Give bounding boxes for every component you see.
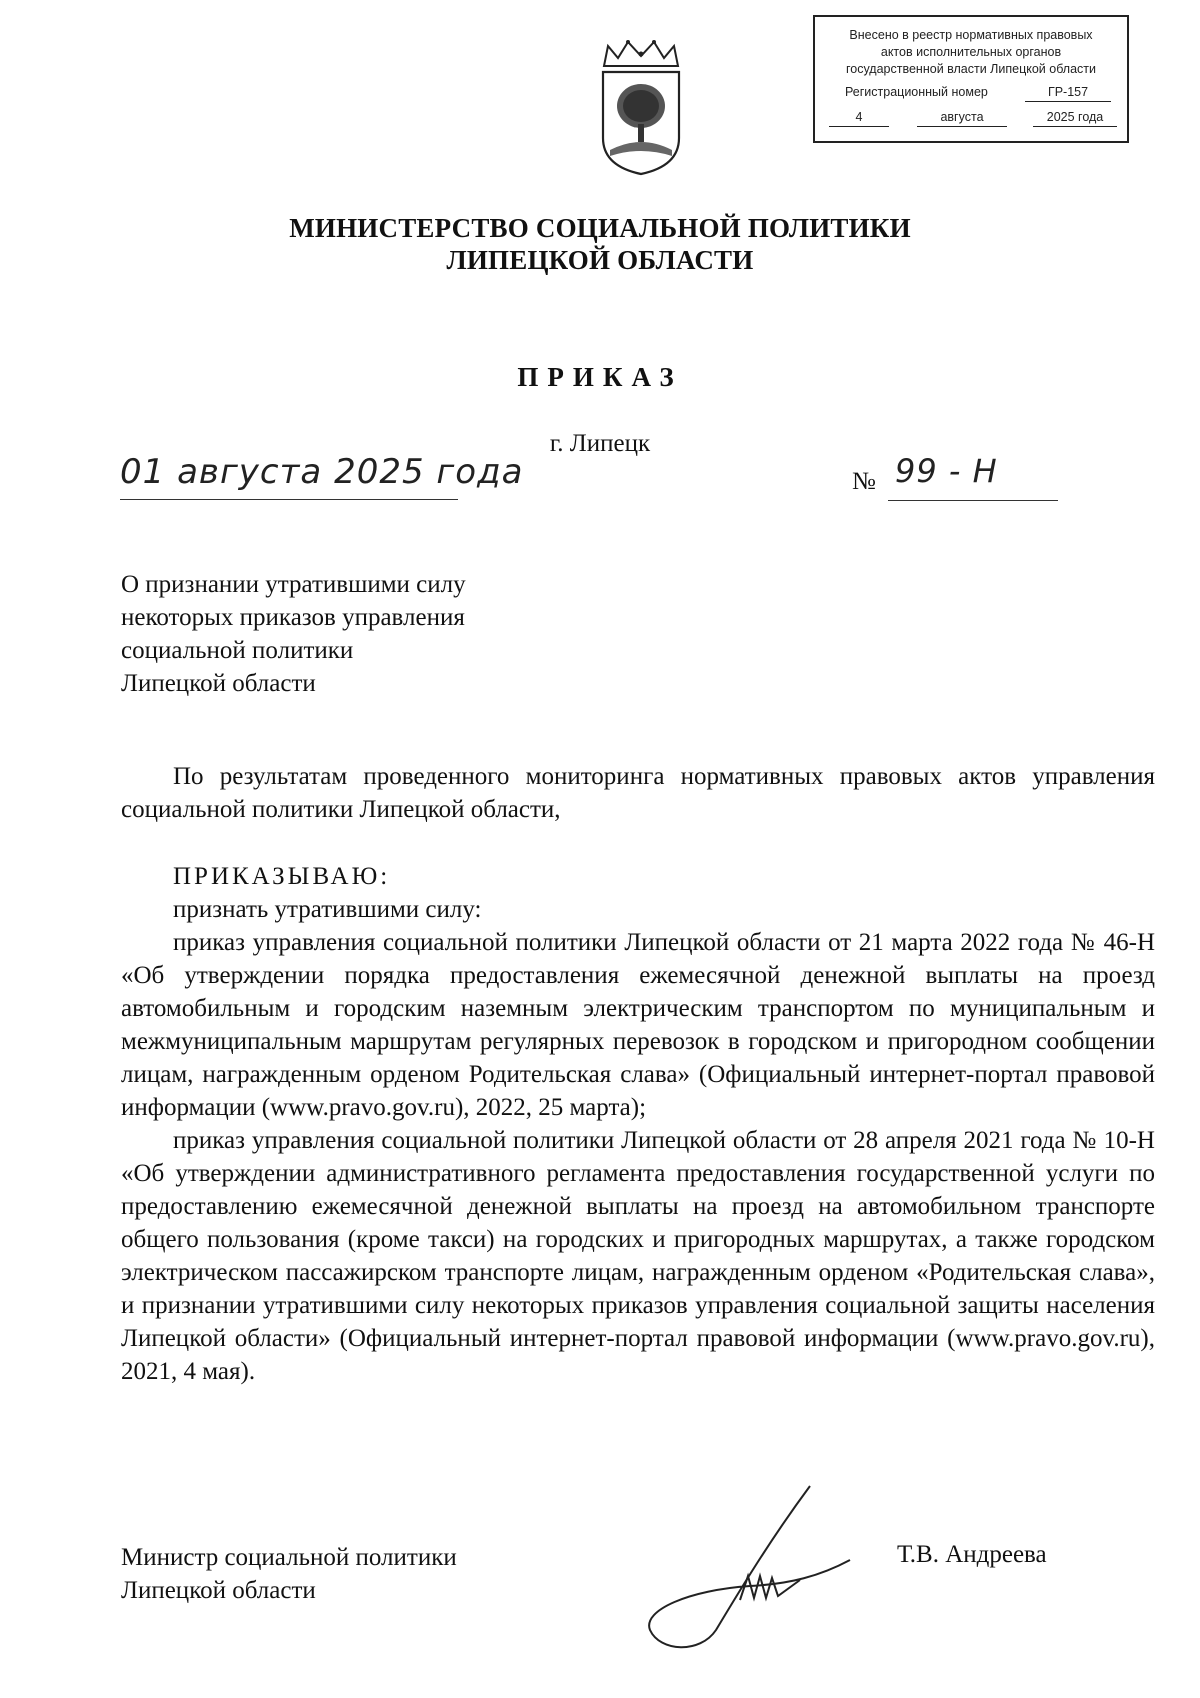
ministry-title-line-1: МИНИСТЕРСТВО СОЦИАЛЬНОЙ ПОЛИТИКИ: [289, 213, 911, 243]
decree-block: [121, 860, 1155, 1388]
city: г. Липецк: [549, 430, 651, 457]
document-date: 01 августа 2025 года: [120, 452, 524, 492]
ministry-title: [0, 212, 1200, 276]
stamp-year: 2025 года: [1033, 109, 1117, 127]
number-label: №: [852, 468, 876, 495]
stamp-reg-number: ГР-157: [1025, 84, 1111, 102]
document-type: ПРИКАЗ: [517, 362, 683, 392]
document-subject: [121, 568, 571, 700]
decree-item-1: приказ управления социальной политики Липецкой области от 21 марта 2022 года № 46-Н «Об утверждении порядка предоставления ежемесячной денежной выплаты на проезд автомобильным и городским наземным электрическим транспортом по муниципальным и межмуниципальным маршрутам регулярных перевозок в городском и пригородном сообщении лицам, награжденным орденом Родительская слава» (Официальный интернет-портал правовой информации (www.pravo.gov.ru), 2022, 25 марта);: [121, 929, 1155, 1121]
decree-lead: признать утратившими силу:: [173, 896, 482, 923]
subject-line-4: Липецкой области: [121, 670, 316, 697]
stamp-reg-label: Регистрационный номер: [845, 85, 988, 99]
intro-paragraph: [121, 760, 1155, 826]
subject-line-3: социальной политики: [121, 637, 354, 664]
intro-text: По результатам проведенного мониторинга нормативных правовых актов управления социальной политики Липецкой области,: [121, 763, 1155, 823]
ministry-title-line-2: ЛИПЕЦКОЙ ОБЛАСТИ: [446, 245, 754, 275]
handwritten-signature: [620, 1480, 880, 1660]
decree-word: ПРИКАЗЫВАЮ:: [173, 863, 391, 890]
document-number: 99 - Н: [895, 452, 998, 490]
signatory-position: [121, 1541, 457, 1607]
position-line-2: Липецкой области: [121, 1577, 316, 1604]
subject-line-1: О признании утратившими силу: [121, 571, 466, 598]
registry-stamp: [813, 15, 1129, 143]
number-underline: [888, 500, 1058, 501]
date-underline: [120, 499, 458, 500]
stamp-line-2: актов исполнительных органов: [880, 45, 1062, 59]
coat-of-arms-icon: [598, 38, 684, 176]
stamp-day: 4: [829, 109, 889, 127]
decree-item-2: приказ управления социальной политики Липецкой области от 28 апреля 2021 года № 10-Н «Об утверждении административного регламента предоставления государственной услуги по предоставлению ежемесячной денежной выплаты на проезд на автомобильном транспорте общего пользования (кроме такси) на городских и пригородных маршрутах, а также городском электрическом пассажирском транспорте лицам, награжденным орденом «Родительская слава», и признании утратившими силу некоторых приказов управления социальной защиты населения Липецкой области» (Официальный интернет-портал правовой информации (www.pravo.gov.ru), 2021, 4 мая).: [121, 1127, 1155, 1385]
position-line-1: Министр социальной политики: [121, 1544, 457, 1571]
subject-line-2: некоторых приказов управления: [121, 604, 465, 631]
stamp-line-3: государственной власти Липецкой области: [845, 62, 1097, 76]
signatory-name: Т.В. Андреева: [897, 1541, 1047, 1568]
stamp-month: августа: [917, 109, 1007, 127]
stamp-line-1: Внесено в реестр нормативных правовых: [849, 28, 1093, 42]
